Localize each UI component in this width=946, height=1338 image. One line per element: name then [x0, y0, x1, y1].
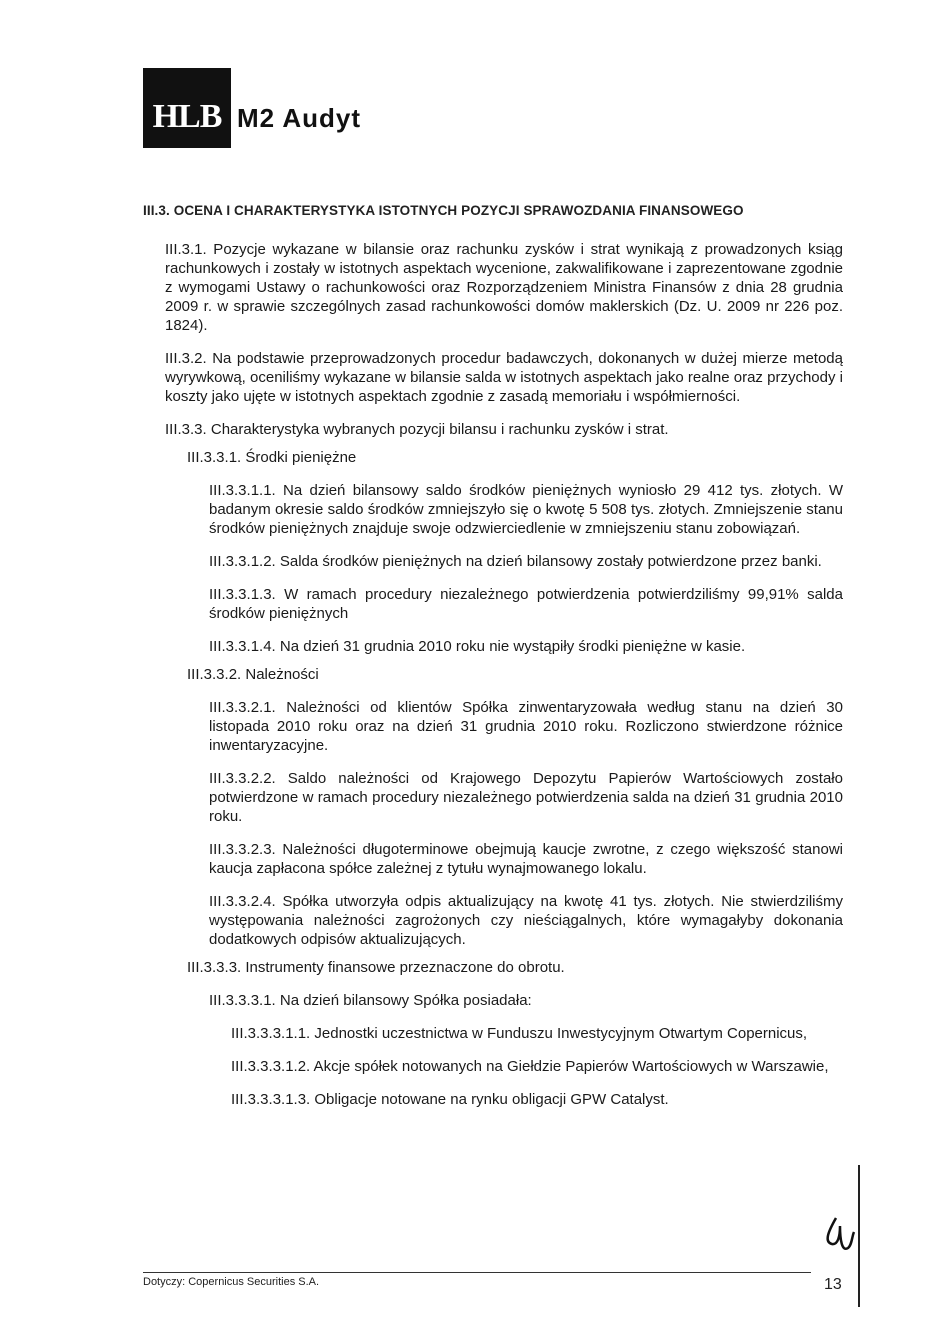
paragraph: III.3.3.2.3. Należności długoterminowe obejmują kaucje zwrotne, z czego większość stanowi kaucja zapłacona spółce zależnej z tytułu wynajmowanego lokalu.	[209, 841, 843, 877]
margin-line	[858, 1165, 860, 1307]
logo-mark: HLB	[143, 68, 231, 148]
page-number: 13	[824, 1276, 842, 1293]
paragraph: III.3.3.3.1.3. Obligacje notowane na rynku obligacji GPW Catalyst.	[231, 1091, 669, 1108]
footer-text: Dotyczy: Copernicus Securities S.A.	[143, 1276, 320, 1288]
paragraph: III.3.3. Charakterystyka wybranych pozycji bilansu i rachunku zysków i strat.	[165, 421, 669, 438]
signature-icon	[818, 1212, 868, 1258]
paragraph: III.3.3.3.1. Na dzień bilansowy Spółka posiadała:	[209, 992, 532, 1009]
logo	[143, 68, 361, 148]
paragraph: III.3.3.1. Środki pieniężne	[187, 449, 357, 466]
logo-name: M2 Audyt	[237, 103, 362, 133]
paragraph: III.3.3.2.1. Należności od klientów Spółka zinwentaryzowała według stanu na dzień 30 listopada 2010 roku oraz na dzień 31 grudnia 2010 roku. Rozliczono stwierdzone różnice inwentaryzacyjne.	[209, 699, 843, 754]
paragraph: III.3.3.3. Instrumenty finansowe przeznaczone do obrotu.	[187, 959, 565, 976]
document-body	[165, 240, 843, 1109]
paragraph: III.3.3.2.4. Spółka utworzyła odpis aktualizujący na kwotę 41 tys. złotych. Nie stwierdziliśmy występowania należności zagrożonych czy nieściągalnych, które wymagałyby dokonania dodatkowych odpisów aktualizujących.	[209, 893, 843, 948]
paragraph: III.3.1. Pozycje wykazane w bilansie oraz rachunku zysków i strat wynikają z prowadzonych ksiąg rachunkowych i zostały w istotnych aspektach wycenione, zakwalifikowane i zaprezentowane zgodnie z wymogami Ustawy o rachunkowości oraz Rozporządzeniem Ministra Finansów z dnia 28 grudnia 2009 r. w sprawie szczególnych zasad rachunkowości domów maklerskich (Dz. U. 2009 nr 226 poz. 1824).	[165, 241, 843, 334]
paragraph: III.3.3.2.2. Saldo należności od Krajowego Depozytu Papierów Wartościowych zostało potwierdzone w ramach procedury niezależnego potwierdzenia salda na dzień 31 grudnia 2010 roku.	[209, 770, 843, 825]
footer-divider	[143, 1272, 811, 1273]
section-heading: III.3. OCENA I CHARAKTERYSTYKA ISTOTNYCH POZYCJI SPRAWOZDANIA FINANSOWEGO	[143, 203, 744, 218]
paragraph: III.3.3.1.4. Na dzień 31 grudnia 2010 roku nie wystąpiły środki pieniężne w kasie.	[209, 638, 746, 655]
paragraph: III.3.3.1.3. W ramach procedury niezależnego potwierdzenia potwierdziliśmy 99,91% salda środków pieniężnych	[209, 586, 843, 622]
paragraph: III.3.3.3.1.2. Akcje spółek notowanych na Giełdzie Papierów Wartościowych w Warszawie,	[231, 1058, 829, 1075]
paragraph: III.3.3.2. Należności	[187, 666, 319, 683]
paragraph: III.3.3.1.1. Na dzień bilansowy saldo środków pieniężnych wyniosło 29 412 tys. złotych. W badanym okresie saldo środków zmniejszyło się o kwotę 5 508 tys. złotych. Zmniejszenie stanu środków pieniężnych znajduje swoje odzwierciedlenie w zmniejszeniu stanu zobowiązań.	[209, 482, 843, 537]
paragraph: III.3.3.1.2. Salda środków pieniężnych na dzień bilansowy zostały potwierdzone przez banki.	[209, 553, 822, 570]
paragraph: III.3.2. Na podstawie przeprowadzonych procedur badawczych, dokonanych w dużej mierze metodą wyrywkową, oceniliśmy wykazane w bilansie salda w istotnych aspektach jako realne oraz przychody i koszty jako ujęte w istotnych aspektach zgodnie z zasadą memoriału i współmierności.	[165, 350, 843, 405]
paragraph: III.3.3.3.1.1. Jednostki uczestnictwa w Funduszu Inwestycyjnym Otwartym Copernicus,	[231, 1025, 808, 1042]
